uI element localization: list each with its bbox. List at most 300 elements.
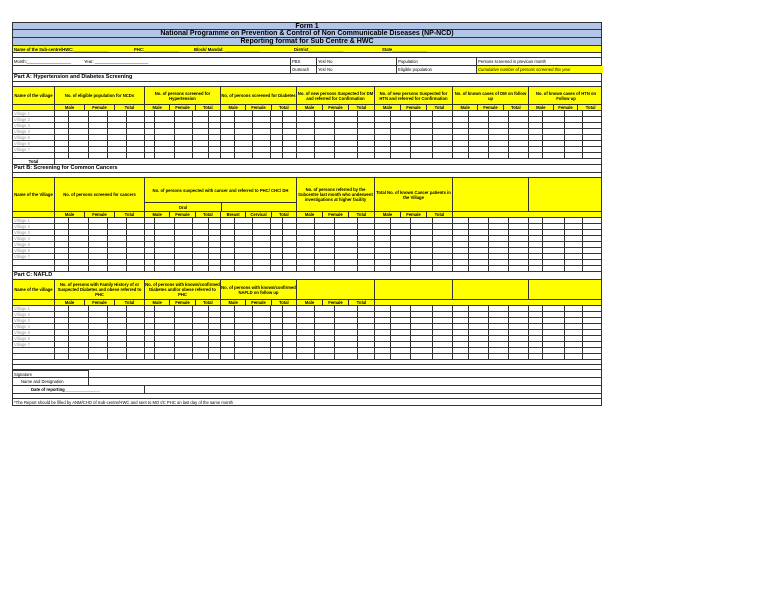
data-cell[interactable] bbox=[509, 141, 529, 146]
data-cell[interactable] bbox=[411, 242, 433, 247]
data-cell[interactable] bbox=[253, 135, 271, 140]
data-cell[interactable] bbox=[489, 147, 509, 152]
data-cell[interactable] bbox=[453, 123, 469, 128]
data-cell[interactable] bbox=[235, 230, 253, 235]
data-cell[interactable] bbox=[127, 266, 145, 271]
data-cell[interactable] bbox=[565, 342, 583, 347]
data-cell[interactable] bbox=[89, 147, 108, 152]
data-cell[interactable] bbox=[453, 330, 469, 335]
data-cell[interactable] bbox=[235, 330, 253, 335]
data-cell[interactable] bbox=[469, 141, 489, 146]
data-cell[interactable] bbox=[193, 254, 209, 259]
data-cell[interactable] bbox=[433, 141, 453, 146]
data-cell[interactable] bbox=[335, 111, 358, 116]
data-cell[interactable] bbox=[358, 224, 375, 229]
data-cell[interactable] bbox=[453, 218, 469, 223]
data-cell[interactable] bbox=[469, 236, 489, 241]
data-cell[interactable] bbox=[221, 123, 235, 128]
data-cell[interactable] bbox=[583, 147, 603, 152]
data-cell[interactable] bbox=[193, 111, 209, 116]
data-cell[interactable] bbox=[193, 248, 209, 253]
data-cell[interactable] bbox=[358, 153, 375, 158]
data-cell[interactable] bbox=[529, 354, 543, 359]
data-cell[interactable] bbox=[175, 354, 193, 359]
data-cell[interactable] bbox=[375, 129, 391, 134]
data-cell[interactable] bbox=[55, 306, 69, 311]
data-cell[interactable] bbox=[69, 260, 89, 265]
data-cell[interactable] bbox=[155, 318, 175, 323]
data-cell[interactable] bbox=[375, 153, 391, 158]
data-cell[interactable] bbox=[221, 354, 235, 359]
data-cell[interactable] bbox=[375, 242, 391, 247]
data-cell[interactable] bbox=[565, 224, 583, 229]
data-cell[interactable] bbox=[55, 147, 69, 152]
data-cell[interactable] bbox=[209, 111, 221, 116]
data-cell[interactable] bbox=[453, 129, 469, 134]
data-cell[interactable] bbox=[509, 354, 529, 359]
data-cell[interactable] bbox=[283, 242, 297, 247]
data-cell[interactable] bbox=[175, 330, 193, 335]
data-cell[interactable] bbox=[509, 153, 529, 158]
data-cell[interactable] bbox=[253, 318, 271, 323]
data-cell[interactable] bbox=[453, 260, 469, 265]
data-cell[interactable] bbox=[529, 153, 543, 158]
data-cell[interactable] bbox=[89, 153, 108, 158]
data-cell[interactable] bbox=[529, 117, 543, 122]
data-cell[interactable] bbox=[469, 260, 489, 265]
data-cell[interactable] bbox=[253, 312, 271, 317]
data-cell[interactable] bbox=[411, 129, 433, 134]
data-cell[interactable] bbox=[297, 318, 315, 323]
data-cell[interactable] bbox=[297, 218, 315, 223]
data-cell[interactable] bbox=[509, 306, 529, 311]
data-cell[interactable] bbox=[221, 147, 235, 152]
data-cell[interactable] bbox=[69, 342, 89, 347]
data-cell[interactable] bbox=[69, 153, 89, 158]
data-cell[interactable] bbox=[253, 342, 271, 347]
data-cell[interactable] bbox=[509, 348, 529, 353]
data-cell[interactable] bbox=[127, 135, 145, 140]
data-cell[interactable] bbox=[253, 330, 271, 335]
data-cell[interactable] bbox=[529, 254, 543, 259]
data-cell[interactable] bbox=[155, 248, 175, 253]
data-cell[interactable] bbox=[335, 324, 358, 329]
data-cell[interactable] bbox=[489, 111, 509, 116]
data-cell[interactable] bbox=[175, 260, 193, 265]
data-cell[interactable] bbox=[209, 230, 221, 235]
data-cell[interactable] bbox=[411, 324, 433, 329]
data-cell[interactable] bbox=[175, 224, 193, 229]
data-cell[interactable] bbox=[297, 123, 315, 128]
data-cell[interactable] bbox=[583, 242, 603, 247]
data-cell[interactable] bbox=[155, 324, 175, 329]
data-cell[interactable] bbox=[489, 260, 509, 265]
data-cell[interactable] bbox=[69, 135, 89, 140]
data-cell[interactable] bbox=[145, 141, 155, 146]
data-cell[interactable] bbox=[193, 318, 209, 323]
data-cell[interactable] bbox=[69, 324, 89, 329]
data-cell[interactable] bbox=[453, 135, 469, 140]
data-cell[interactable] bbox=[315, 248, 335, 253]
data-cell[interactable] bbox=[565, 117, 583, 122]
data-cell[interactable] bbox=[283, 135, 297, 140]
data-cell[interactable] bbox=[155, 153, 175, 158]
data-cell[interactable] bbox=[253, 153, 271, 158]
data-cell[interactable] bbox=[69, 117, 89, 122]
data-cell[interactable] bbox=[489, 224, 509, 229]
data-cell[interactable] bbox=[145, 342, 155, 347]
data-cell[interactable] bbox=[453, 153, 469, 158]
data-cell[interactable] bbox=[565, 306, 583, 311]
data-cell[interactable] bbox=[583, 153, 603, 158]
data-cell[interactable] bbox=[469, 306, 489, 311]
data-cell[interactable] bbox=[69, 306, 89, 311]
data-cell[interactable] bbox=[297, 147, 315, 152]
data-cell[interactable] bbox=[108, 342, 127, 347]
data-cell[interactable] bbox=[235, 318, 253, 323]
data-cell[interactable] bbox=[89, 141, 108, 146]
data-cell[interactable] bbox=[529, 135, 543, 140]
data-cell[interactable] bbox=[297, 236, 315, 241]
data-cell[interactable] bbox=[145, 129, 155, 134]
month-field[interactable]: Month:___________________ bbox=[14, 59, 72, 64]
data-cell[interactable] bbox=[193, 242, 209, 247]
data-cell[interactable] bbox=[283, 236, 297, 241]
data-cell[interactable] bbox=[583, 129, 603, 134]
data-cell[interactable] bbox=[489, 354, 509, 359]
data-cell[interactable] bbox=[193, 230, 209, 235]
data-cell[interactable] bbox=[69, 218, 89, 223]
data-cell[interactable] bbox=[89, 336, 108, 341]
data-cell[interactable] bbox=[127, 248, 145, 253]
data-cell[interactable] bbox=[565, 135, 583, 140]
data-cell[interactable] bbox=[235, 266, 253, 271]
data-cell[interactable] bbox=[543, 260, 565, 265]
data-cell[interactable] bbox=[489, 129, 509, 134]
data-cell[interactable] bbox=[469, 111, 489, 116]
data-cell[interactable] bbox=[89, 135, 108, 140]
data-cell[interactable] bbox=[375, 123, 391, 128]
data-cell[interactable] bbox=[358, 348, 375, 353]
data-cell[interactable] bbox=[335, 336, 358, 341]
data-cell[interactable] bbox=[69, 111, 89, 116]
data-cell[interactable] bbox=[145, 260, 155, 265]
data-cell[interactable] bbox=[89, 123, 108, 128]
date-reporting-field[interactable]: Date of reporting_______________ bbox=[13, 386, 145, 393]
data-cell[interactable] bbox=[209, 336, 221, 341]
data-cell[interactable] bbox=[315, 153, 335, 158]
data-cell[interactable] bbox=[69, 354, 89, 359]
data-cell[interactable] bbox=[489, 117, 509, 122]
data-cell[interactable] bbox=[209, 224, 221, 229]
data-cell[interactable] bbox=[583, 224, 603, 229]
data-cell[interactable] bbox=[271, 129, 283, 134]
data-cell[interactable] bbox=[145, 147, 155, 152]
data-cell[interactable] bbox=[209, 348, 221, 353]
data-cell[interactable] bbox=[271, 123, 283, 128]
data-cell[interactable] bbox=[271, 135, 283, 140]
data-cell[interactable] bbox=[358, 342, 375, 347]
data-cell[interactable] bbox=[283, 141, 297, 146]
data-cell[interactable] bbox=[235, 324, 253, 329]
data-cell[interactable] bbox=[271, 242, 283, 247]
data-cell[interactable] bbox=[175, 141, 193, 146]
data-cell[interactable] bbox=[469, 248, 489, 253]
data-cell[interactable] bbox=[235, 147, 253, 152]
data-cell[interactable] bbox=[108, 111, 127, 116]
data-cell[interactable] bbox=[358, 129, 375, 134]
data-cell[interactable] bbox=[509, 147, 529, 152]
data-cell[interactable] bbox=[375, 318, 391, 323]
data-cell[interactable] bbox=[155, 336, 175, 341]
data-cell[interactable] bbox=[108, 354, 127, 359]
data-cell[interactable] bbox=[108, 117, 127, 122]
data-cell[interactable] bbox=[509, 248, 529, 253]
data-cell[interactable] bbox=[253, 254, 271, 259]
data-cell[interactable] bbox=[175, 242, 193, 247]
data-cell[interactable] bbox=[489, 324, 509, 329]
data-cell[interactable] bbox=[315, 129, 335, 134]
data-cell[interactable] bbox=[509, 342, 529, 347]
data-cell[interactable] bbox=[489, 218, 509, 223]
data-cell[interactable] bbox=[297, 224, 315, 229]
data-cell[interactable] bbox=[55, 354, 69, 359]
data-cell[interactable] bbox=[529, 266, 543, 271]
data-cell[interactable] bbox=[175, 230, 193, 235]
data-cell[interactable] bbox=[175, 248, 193, 253]
data-cell[interactable] bbox=[271, 318, 283, 323]
data-cell[interactable] bbox=[108, 330, 127, 335]
data-cell[interactable] bbox=[55, 117, 69, 122]
data-cell[interactable] bbox=[127, 318, 145, 323]
data-cell[interactable] bbox=[155, 254, 175, 259]
data-cell[interactable] bbox=[253, 266, 271, 271]
data-cell[interactable] bbox=[335, 135, 358, 140]
data-cell[interactable] bbox=[283, 348, 297, 353]
data-cell[interactable] bbox=[175, 123, 193, 128]
data-cell[interactable] bbox=[297, 111, 315, 116]
data-cell[interactable] bbox=[529, 248, 543, 253]
data-cell[interactable] bbox=[89, 312, 108, 317]
data-cell[interactable] bbox=[358, 147, 375, 152]
data-cell[interactable] bbox=[221, 218, 235, 223]
data-cell[interactable] bbox=[297, 348, 315, 353]
data-cell[interactable] bbox=[221, 312, 235, 317]
data-cell[interactable] bbox=[155, 236, 175, 241]
data-cell[interactable] bbox=[193, 153, 209, 158]
data-cell[interactable] bbox=[433, 117, 453, 122]
data-cell[interactable] bbox=[469, 153, 489, 158]
data-cell[interactable] bbox=[469, 354, 489, 359]
data-cell[interactable] bbox=[221, 348, 235, 353]
data-cell[interactable] bbox=[565, 312, 583, 317]
data-cell[interactable] bbox=[453, 312, 469, 317]
data-cell[interactable] bbox=[469, 336, 489, 341]
data-cell[interactable] bbox=[69, 312, 89, 317]
data-cell[interactable] bbox=[55, 248, 69, 253]
data-cell[interactable] bbox=[315, 260, 335, 265]
data-cell[interactable] bbox=[565, 330, 583, 335]
data-cell[interactable] bbox=[529, 147, 543, 152]
data-cell[interactable] bbox=[391, 135, 411, 140]
data-cell[interactable] bbox=[411, 147, 433, 152]
data-cell[interactable] bbox=[127, 123, 145, 128]
data-cell[interactable] bbox=[175, 342, 193, 347]
data-cell[interactable] bbox=[175, 153, 193, 158]
data-cell[interactable] bbox=[543, 354, 565, 359]
data-cell[interactable] bbox=[335, 306, 358, 311]
data-cell[interactable] bbox=[433, 218, 453, 223]
data-cell[interactable] bbox=[315, 324, 335, 329]
data-cell[interactable] bbox=[489, 318, 509, 323]
data-cell[interactable] bbox=[193, 123, 209, 128]
data-cell[interactable] bbox=[69, 141, 89, 146]
data-cell[interactable] bbox=[221, 318, 235, 323]
data-cell[interactable] bbox=[271, 236, 283, 241]
data-cell[interactable] bbox=[583, 336, 603, 341]
data-cell[interactable] bbox=[358, 242, 375, 247]
data-cell[interactable] bbox=[155, 354, 175, 359]
data-cell[interactable] bbox=[529, 129, 543, 134]
data-cell[interactable] bbox=[391, 348, 411, 353]
data-cell[interactable] bbox=[509, 129, 529, 134]
data-cell[interactable] bbox=[253, 218, 271, 223]
data-cell[interactable] bbox=[411, 354, 433, 359]
data-cell[interactable] bbox=[583, 135, 603, 140]
data-cell[interactable] bbox=[108, 236, 127, 241]
data-cell[interactable] bbox=[209, 354, 221, 359]
data-cell[interactable] bbox=[221, 129, 235, 134]
data-cell[interactable] bbox=[433, 248, 453, 253]
data-cell[interactable] bbox=[145, 248, 155, 253]
data-cell[interactable] bbox=[583, 312, 603, 317]
data-cell[interactable] bbox=[283, 342, 297, 347]
data-cell[interactable] bbox=[193, 266, 209, 271]
data-cell[interactable] bbox=[155, 242, 175, 247]
data-cell[interactable] bbox=[108, 218, 127, 223]
data-cell[interactable] bbox=[235, 218, 253, 223]
data-cell[interactable] bbox=[315, 236, 335, 241]
data-cell[interactable] bbox=[543, 318, 565, 323]
data-cell[interactable] bbox=[529, 324, 543, 329]
data-cell[interactable] bbox=[489, 123, 509, 128]
data-cell[interactable] bbox=[411, 123, 433, 128]
data-cell[interactable] bbox=[453, 117, 469, 122]
data-cell[interactable] bbox=[453, 141, 469, 146]
data-cell[interactable] bbox=[221, 111, 235, 116]
data-cell[interactable] bbox=[543, 123, 565, 128]
data-cell[interactable] bbox=[335, 348, 358, 353]
data-cell[interactable] bbox=[297, 354, 315, 359]
data-cell[interactable] bbox=[69, 248, 89, 253]
data-cell[interactable] bbox=[335, 248, 358, 253]
data-cell[interactable] bbox=[583, 348, 603, 353]
data-cell[interactable] bbox=[489, 348, 509, 353]
data-cell[interactable] bbox=[69, 348, 89, 353]
data-cell[interactable] bbox=[529, 230, 543, 235]
data-cell[interactable] bbox=[297, 117, 315, 122]
data-cell[interactable] bbox=[235, 117, 253, 122]
data-cell[interactable] bbox=[358, 141, 375, 146]
data-cell[interactable] bbox=[529, 224, 543, 229]
data-cell[interactable] bbox=[453, 348, 469, 353]
data-cell[interactable] bbox=[509, 336, 529, 341]
data-cell[interactable] bbox=[271, 348, 283, 353]
data-cell[interactable] bbox=[433, 342, 453, 347]
data-cell[interactable] bbox=[509, 266, 529, 271]
data-cell[interactable] bbox=[453, 224, 469, 229]
district-field[interactable]: District_______________ bbox=[294, 46, 344, 52]
data-cell[interactable] bbox=[583, 123, 603, 128]
data-cell[interactable] bbox=[209, 324, 221, 329]
data-cell[interactable] bbox=[55, 123, 69, 128]
data-cell[interactable] bbox=[529, 242, 543, 247]
phc-field[interactable]: PHC:_______________ bbox=[134, 46, 180, 52]
data-cell[interactable] bbox=[375, 111, 391, 116]
data-cell[interactable] bbox=[469, 342, 489, 347]
data-cell[interactable] bbox=[583, 260, 603, 265]
data-cell[interactable] bbox=[453, 324, 469, 329]
data-cell[interactable] bbox=[253, 123, 271, 128]
data-cell[interactable] bbox=[391, 318, 411, 323]
data-cell[interactable] bbox=[283, 218, 297, 223]
data-cell[interactable] bbox=[175, 135, 193, 140]
data-cell[interactable] bbox=[209, 254, 221, 259]
data-cell[interactable] bbox=[583, 266, 603, 271]
data-cell[interactable] bbox=[89, 230, 108, 235]
data-cell[interactable] bbox=[583, 236, 603, 241]
data-cell[interactable] bbox=[375, 312, 391, 317]
data-cell[interactable] bbox=[391, 354, 411, 359]
data-cell[interactable] bbox=[453, 236, 469, 241]
data-cell[interactable] bbox=[433, 266, 453, 271]
data-cell[interactable] bbox=[89, 324, 108, 329]
data-cell[interactable] bbox=[271, 230, 283, 235]
data-cell[interactable] bbox=[529, 306, 543, 311]
data-cell[interactable] bbox=[543, 342, 565, 347]
data-cell[interactable] bbox=[543, 230, 565, 235]
data-cell[interactable] bbox=[155, 141, 175, 146]
data-cell[interactable] bbox=[175, 312, 193, 317]
data-cell[interactable] bbox=[375, 141, 391, 146]
data-cell[interactable] bbox=[358, 248, 375, 253]
data-cell[interactable] bbox=[253, 336, 271, 341]
data-cell[interactable] bbox=[358, 336, 375, 341]
data-cell[interactable] bbox=[235, 312, 253, 317]
data-cell[interactable] bbox=[543, 129, 565, 134]
data-cell[interactable] bbox=[283, 354, 297, 359]
data-cell[interactable] bbox=[235, 242, 253, 247]
data-cell[interactable] bbox=[193, 354, 209, 359]
data-cell[interactable] bbox=[297, 330, 315, 335]
data-cell[interactable] bbox=[565, 336, 583, 341]
data-cell[interactable] bbox=[433, 306, 453, 311]
data-cell[interactable] bbox=[221, 141, 235, 146]
data-cell[interactable] bbox=[358, 254, 375, 259]
data-cell[interactable] bbox=[145, 354, 155, 359]
data-cell[interactable] bbox=[297, 336, 315, 341]
data-cell[interactable] bbox=[453, 266, 469, 271]
data-cell[interactable] bbox=[529, 141, 543, 146]
data-cell[interactable] bbox=[209, 242, 221, 247]
data-cell[interactable] bbox=[271, 260, 283, 265]
data-cell[interactable] bbox=[127, 111, 145, 116]
data-cell[interactable] bbox=[127, 153, 145, 158]
data-cell[interactable] bbox=[433, 354, 453, 359]
data-cell[interactable] bbox=[221, 236, 235, 241]
data-cell[interactable] bbox=[175, 236, 193, 241]
data-cell[interactable] bbox=[411, 318, 433, 323]
